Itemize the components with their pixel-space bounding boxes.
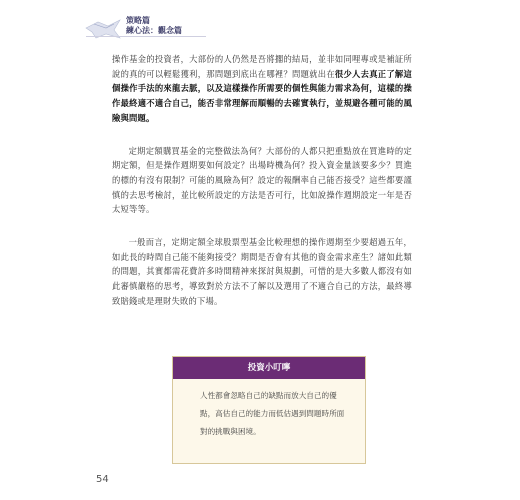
paragraph-3-line: 了不適合自己的方法，最終導致賠錢或是理財失敗的下場。 <box>112 281 413 306</box>
ribbon-logo-icon <box>84 16 122 42</box>
paragraph-2-line: 要多少？買進的標的有沒有限制？可能的風險為何？設定的報酬率自己能 <box>112 160 412 185</box>
paragraph-2-line: 定期定額購買基金的完整做法為何？大部份的人都只把重點放在買進 <box>128 145 387 156</box>
paragraph-1-line: 是補証所說的真的可以輕鬆獲利，那問題到底出在哪裡？問題就出在 <box>112 54 412 79</box>
paragraph-3 <box>112 235 412 309</box>
paragraph-1-bold: 力需求為何，這樣的操作最終適不適合自己，能否非常理解而順暢的去確 <box>112 83 412 109</box>
paragraph-2-line: 否接受？這些都要謹慎的去思考檢討，並比較所設定的方法是否可行，比 <box>112 174 412 200</box>
paragraph-1 <box>112 52 412 126</box>
article-body <box>112 52 412 327</box>
paragraph-3-line: 一般而言，定期定額全球股票型基金比較理想的操作週期至少要超過 <box>128 237 387 248</box>
investment-tip-box <box>172 356 366 464</box>
tip-title: 投資小叮嚀 <box>173 357 365 379</box>
page-number: 54 <box>96 474 109 485</box>
header-subtitle: 練心法：觀念篇 <box>126 26 182 35</box>
paragraph-3-line: 五年，如此長的時間自己能不能夠接受？期間是否會有其他的資金需求產 <box>112 237 412 262</box>
paragraph-3-line: 生？諸如此類的問題，其實都需花費許多時間精神來探討與規劃，可惜的 <box>112 251 412 277</box>
header-divider <box>86 36 206 37</box>
paragraph-3-line: 是大多數人都沒有如此審慎嚴格的思考，導致對於方法不了解以及選用 <box>112 266 412 292</box>
paragraph-2 <box>112 144 412 218</box>
paragraph-2-line: 時的定期定額，但是操作週期要如何設定？出場時機為何？投入資金量該 <box>112 145 412 171</box>
header-text <box>126 16 182 36</box>
paragraph-1-line: 操作基金的投資者，大部份的人仍然是吾將擱的結局，並非如同哩專或 <box>112 54 378 64</box>
tip-text: 人性都會忽略自己的缺點而放大自己的優點，高估自己的能力而低估遇到問題時所面對的挑戰與困境。 <box>200 391 345 436</box>
page-header <box>84 12 204 42</box>
paragraph-1-bold: 很少人去真正了解這個操作手法的來龍去脈，以及這樣操作所需要的個性與能 <box>112 68 412 94</box>
paragraph-2-line: 如說操作週期設定一年是否太短等等。 <box>112 189 412 215</box>
paragraph-1-bold: 實執行，並規避各種可能的風險與問題。 <box>112 98 413 123</box>
header-chapter: 策略篇 <box>126 16 150 25</box>
